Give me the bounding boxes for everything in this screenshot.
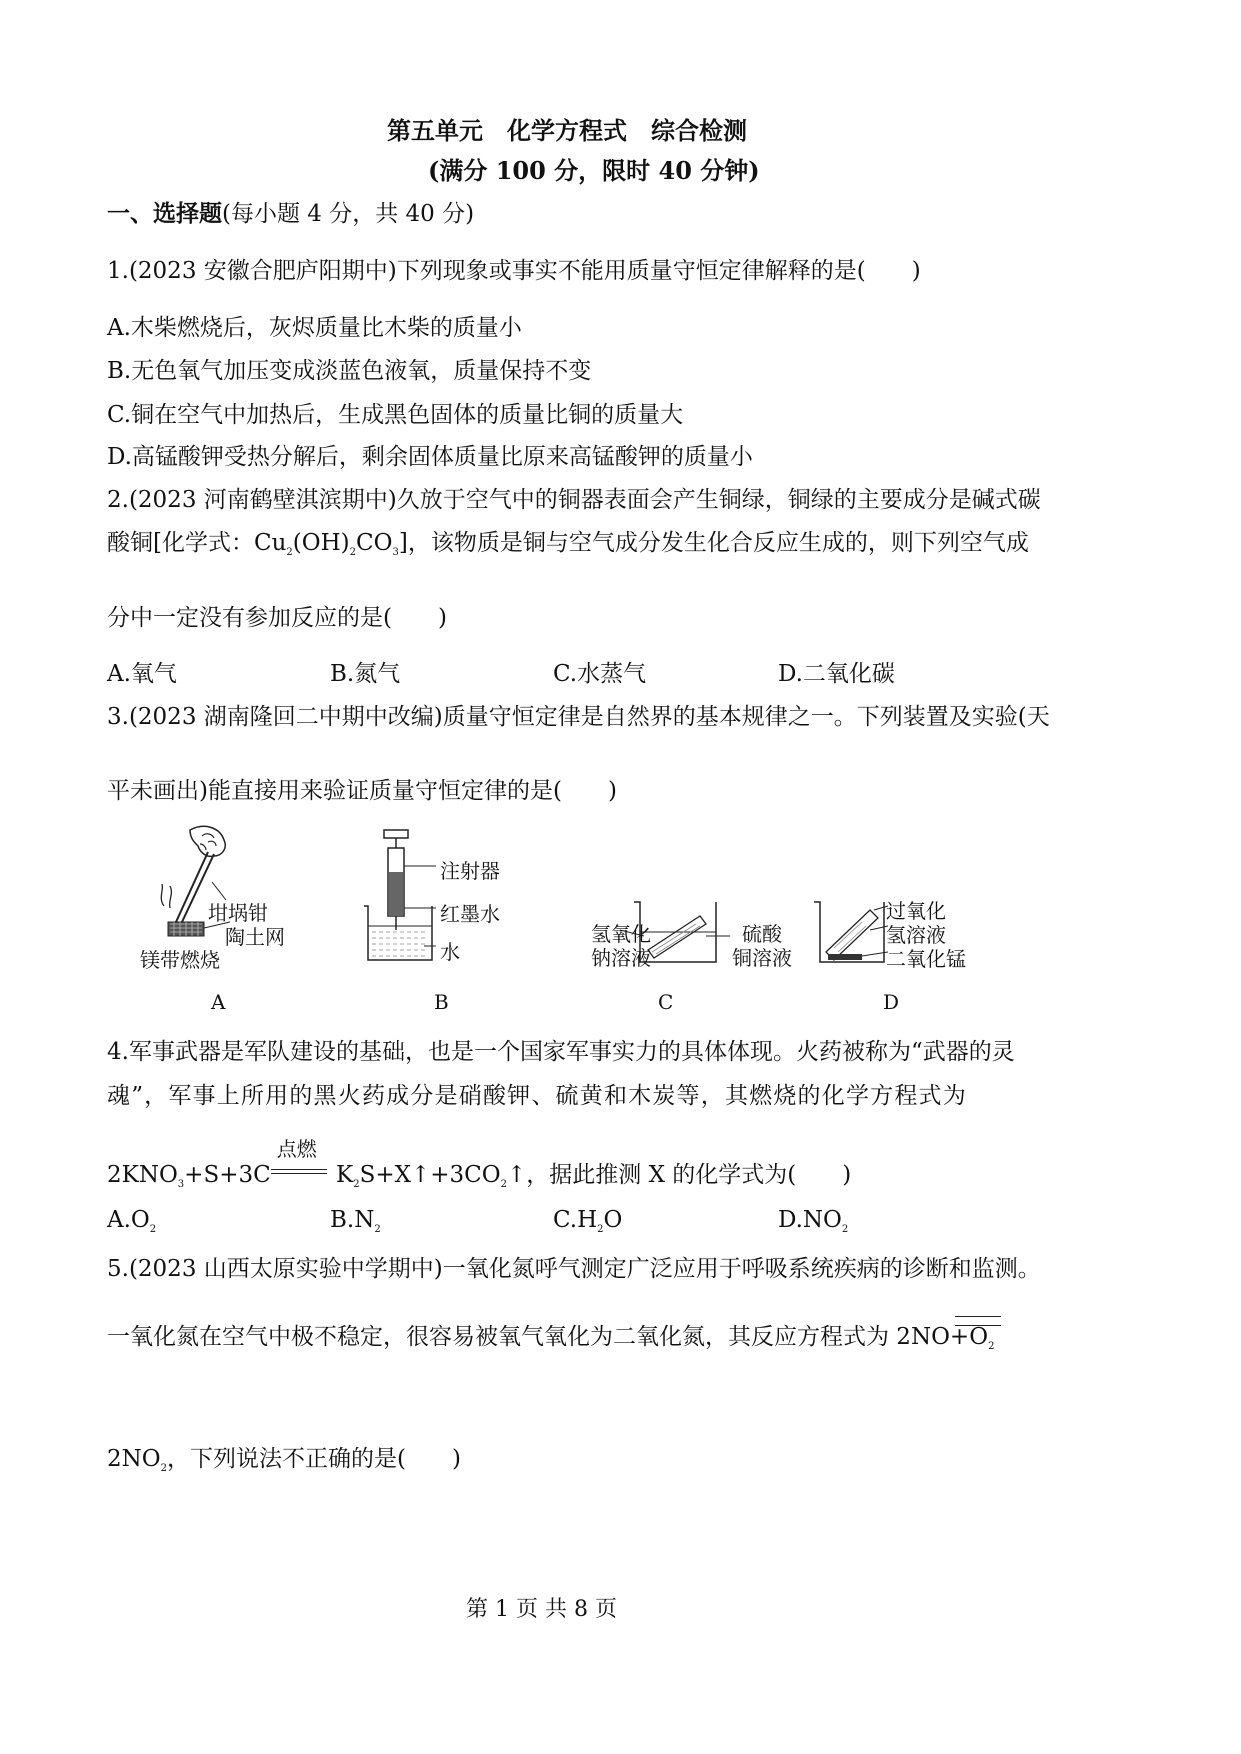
figure-b-label-water: 水 bbox=[440, 940, 460, 964]
figure-c-label-cuso4-1: 硫酸 bbox=[742, 922, 782, 946]
question-4-stem-line2: 魂”，军事上所用的黑火药成分是硝酸钾、硫黄和木炭等，其燃烧的化学方程式为 bbox=[107, 1083, 967, 1109]
question-1-option-a: A.木柴燃烧后，灰烬质量比木柴的质量小 bbox=[107, 315, 522, 341]
question-1-stem: 1.(2023 安徽合肥庐阳期中)下列现象或事实不能用质量守恒定律解释的是( ) bbox=[107, 258, 921, 284]
question-4-equation: $2KNO_3+S+3C$ 点燃 $K_2S+X↑+3CO_2↑$，据此推测 X 的化学式为( ) bbox=[107, 1137, 852, 1190]
question-4-option-b: $B.N_2$ bbox=[330, 1207, 381, 1235]
question-4-option-d: $D.NO_2$ bbox=[778, 1207, 849, 1235]
beaker bbox=[814, 902, 884, 962]
figure-b-drawing bbox=[360, 828, 440, 968]
figure-a-label-magnesium: 镁带燃烧 bbox=[140, 948, 220, 972]
question-2-option-b: B.氮气 bbox=[330, 661, 401, 687]
figure-d-drawing bbox=[812, 896, 892, 966]
page-subtitle: (满分 100 分，限时 40 分钟) bbox=[428, 156, 760, 185]
figure-b-label-ink: 红墨水 bbox=[440, 902, 500, 926]
question-2-stem-line1: 2.(2023 河南鹤壁淇滨期中)久放于空气中的铜器表面会产生铜绿，铜绿的主要成分是碱式碳 bbox=[107, 487, 1041, 513]
figure-d-label-h2o2-1: 过氧化 bbox=[886, 899, 946, 923]
figure-b-label-syringe: 注射器 bbox=[440, 859, 500, 883]
figure-c-label-cuso4-2: 铜溶液 bbox=[732, 946, 792, 970]
figure-a-letter: A bbox=[211, 990, 226, 1014]
test-tube bbox=[826, 910, 878, 960]
mno2-powder bbox=[828, 954, 862, 960]
question-5-stem-line1: 5.(2023 山西太原实验中学期中)一氧化氮呼气测定广泛应用于呼吸系统疾病的诊断和监测。 bbox=[107, 1256, 1041, 1282]
section-heading bbox=[107, 195, 474, 228]
question-1-option-b: B.无色氧气加压变成淡蓝色液氧，质量保持不变 bbox=[107, 358, 592, 384]
question-2-option-c: C.水蒸气 bbox=[553, 661, 647, 687]
section-title: 一、选择题 bbox=[107, 200, 222, 227]
question-3-stem-line2: 平未画出)能直接用来验证质量守恒定律的是( ) bbox=[107, 778, 617, 804]
figure-b-letter: B bbox=[434, 990, 449, 1014]
question-4-option-a: $A.O_2$ bbox=[107, 1207, 157, 1235]
question-2-option-a: A.氧气 bbox=[107, 661, 177, 687]
section-note: (每小题 4 分，共 40 分) bbox=[222, 201, 475, 227]
question-5-stem-line2: 一氧化氮在空气中极不稳定，很容易被氧气氧化为二氧化氮，其反应方程式为 $2NO+O_2$ bbox=[107, 1324, 995, 1352]
figure-c-letter: C bbox=[658, 990, 674, 1014]
question-4-stem-line1: 4.军事武器是军队建设的基础，也是一个国家军事实力的具体体现。火药被称为“武器的灵 bbox=[107, 1039, 1015, 1065]
question-2-option-d: D.二氧化碳 bbox=[778, 661, 895, 687]
figure-a-label-tongs: 坩埚钳 bbox=[208, 901, 268, 925]
red-ink bbox=[389, 872, 403, 916]
page-title: 第五单元 化学方程式 综合检测 bbox=[387, 116, 747, 145]
figure-d-label-mno2: 二氧化锰 bbox=[886, 947, 966, 971]
figure-c-label-naoh-2: 钠溶液 bbox=[591, 946, 651, 970]
figure-c-label-naoh-1: 氢氧化 bbox=[591, 922, 651, 946]
question-2-stem-line3: 分中一定没有参加反应的是( ) bbox=[107, 605, 447, 631]
question-2-stem-line2: 酸铜[化学式：$Cu_2(OH)_2CO_3$]，该物质是铜与空气成分发生化合反应生成的，则下列空气成 bbox=[107, 530, 1029, 558]
reaction-condition: 点燃 bbox=[271, 1159, 329, 1189]
question-3-stem-line1: 3.(2023 湖南隆回二中期中改编)质量守恒定律是自然界的基本规律之一。下列装置及实验(天 bbox=[107, 704, 1050, 730]
figure-a-label-gauze: 陶土网 bbox=[225, 925, 285, 949]
figure-d-letter: D bbox=[883, 990, 900, 1014]
page-footer: 第 1 页 共 8 页 bbox=[466, 1597, 617, 1622]
question-5-stem-line3: $2NO_2$，下列说法不正确的是( ) bbox=[107, 1446, 461, 1474]
question-1-option-d: D.高锰酸钾受热分解后，剩余固体质量比原来高锰酸钾的质量小 bbox=[107, 444, 753, 470]
question-1-option-c: C.铜在空气中加热后，生成黑色固体的质量比铜的质量大 bbox=[107, 402, 684, 428]
figure-d-label-h2o2-2: 氢溶液 bbox=[886, 923, 946, 947]
question-4-option-c: $C.H_2O$ bbox=[553, 1207, 623, 1235]
reaction-equals-sign bbox=[955, 1316, 1001, 1326]
test-tube bbox=[648, 916, 706, 958]
